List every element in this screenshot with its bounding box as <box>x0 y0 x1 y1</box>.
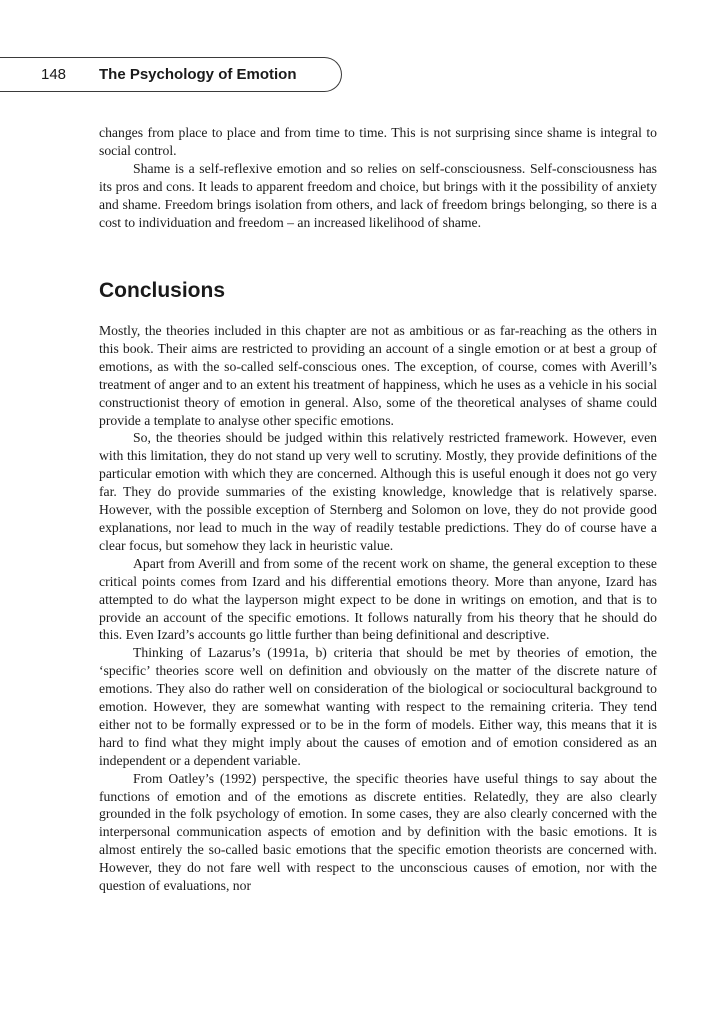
page-number: 148 <box>41 66 67 83</box>
paragraph: Shame is a self-reflexive emotion and so relies on self-consciousness. Self-consciousness has its pros and cons. It leads to apparent freedom and choice, but brings with it the possibility of anxiety and shame. Freedom brings isolation from others, and lack of freedom brings belonging, so there is a cost to individuation and freedom – an increased likelihood of shame. <box>99 160 657 230</box>
paragraph: So, the theories should be judged within this relatively restricted framework. However, even with this limitation, they do not stand up very well to scrutiny. Mostly, they provide definitions of the particular emotion with which they are concerned. Although this is useful enough it does not go very far. They do provide summaries of the existing knowledge, knowledge that is relatively sparse. However, with the possible exception of Sternberg and Solomon on love, they do not provide good explanations, nor lead to much in the way of readily testable predictions. They do of course have a clear focus, but somehow they lack in heuristic value. <box>99 430 657 553</box>
section-heading: Conclusions <box>99 279 226 302</box>
continued-text-block <box>99 124 657 231</box>
paragraph: From Oatley’s (1992) perspective, the specific theories have useful things to say about the functions of emotion and of the emotions as discrete entities. Relatedly, they are also clearly grounded in the folk psychology of emotion. In some cases, they are also clearly concerned with the interpersonal communication aspects of emotion and by definition with the basic emotions. It is almost entirely the so-called basic emotions that the specific emotion theorists are concerned with. However, they do not fare well with respect to the unconscious causes of emotion, nor with the question of evaluations, nor <box>99 770 657 894</box>
paragraph: Apart from Averill and from some of the recent work on shame, the general exception to these critical points comes from Izard and his differential emotions theory. More than anyone, Izard has attempted to do what the layperson might expect to be done in writings on emotion, and that is to provide an account of the specific emotions. It follows naturally from his theory that he should do this. Even Izard’s accounts go little further than being definitional and descriptive. <box>99 555 657 643</box>
conclusions-text-block <box>99 322 657 895</box>
paragraph: Thinking of Lazarus’s (1991a, b) criteria that should be met by theories of emotion, the ‘specific’ theories score well on definition and obviously on the matter of the discrete nature of emotions. They also do rather well on consideration of the biological or sociocultural background to emotion. However, they are somewhat wanting with respect to the remaining criteria. They tend either not to be formally expressed or to be in the form of models. Either way, this means that it is hard to find what they might imply about the causes of emotion and of emotion considered as an independent or a dependent variable. <box>99 645 657 768</box>
running-title: The Psychology of Emotion <box>99 66 297 83</box>
paragraph: Mostly, the theories included in this chapter are not as ambitious or as far-reaching as the others in this book. Their aims are restricted to providing an account of a single emotion or at best a group of emotions, as with the so-called self-conscious ones. The exception, of course, comes with Averill’s treatment of anger and to an extent his treatment of happiness, which he uses as a vehicle in his social constructionist theory of emotion in general. Also, some of the theoretical analyses of shame could provide a template to analyse other specific emotions. <box>99 323 657 428</box>
paragraph: changes from place to place and from time to time. This is not surprising since shame is integral to social control. <box>99 125 657 158</box>
